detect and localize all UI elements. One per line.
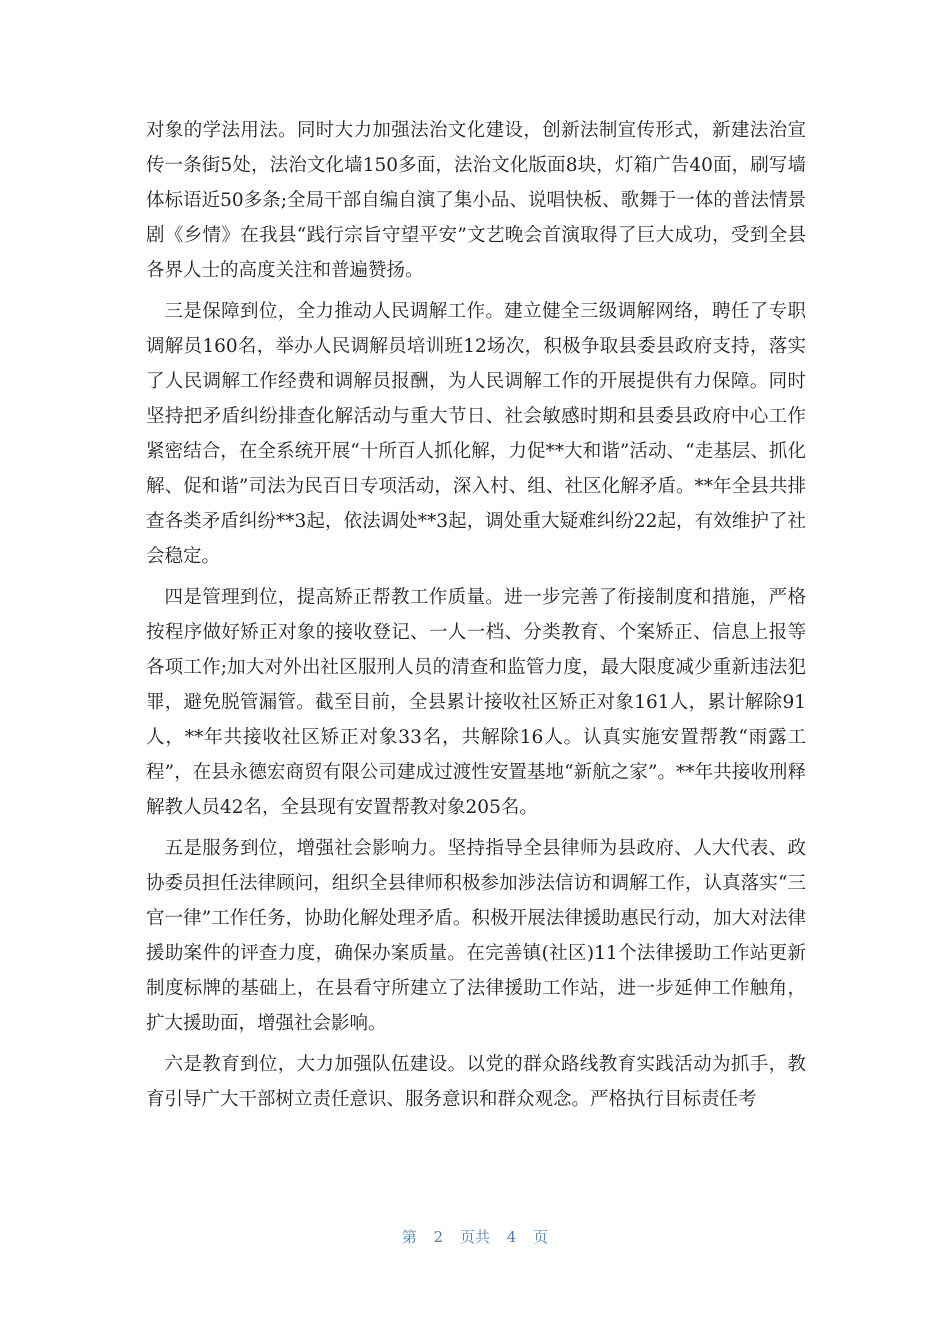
- footer-label-page: 第: [401, 1228, 417, 1246]
- footer-total-pages: 4: [506, 1228, 517, 1246]
- paragraph-correction: 四是管理到位，提高矫正帮教工作质量。进一步完善了衔接制度和措施，严格按程序做好矫正对象的接收登记、一人一档、分类教育、个案矫正、信息上报等各项工作;加大对外出社区服刑人员的清查和监管力度，最大限度减少重新违法犯罪，避免脱管漏管。截至目前，全县累计接收社区矫正对象161人，累计解除91人，**年共接收社区矫正对象33名，共解除16人。认真实施安置帮教“雨露工程”，在县永德宏商贸有限公司建成过渡性安置基地“新航之家”。**年共接收刑释解教人员42名，全县现有安置帮教对象205名。: [146, 587, 806, 818]
- footer-current-page: 2: [433, 1228, 444, 1246]
- footer-label-of: 页共: [459, 1228, 490, 1246]
- paragraph-continuation: 对象的学法用法。同时大力加强法治文化建设，创新法制宣传形式，新建法治宣传一条街5处，法治文化墙150多面，法治文化版面8块，灯箱广告40面，刷写墙体标语近50多条;全局干部自编自演了集小品、说唱快板、歌舞于一体的普法情景剧《乡情》在我县“践行宗旨守望平安”文艺晚会首演取得了巨大成功，受到全县各界人士的高度关注和普遍赞扬。: [146, 120, 806, 281]
- footer-label-page-end: 页: [533, 1228, 549, 1246]
- paragraph-mediation: 三是保障到位，全力推动人民调解工作。建立健全三级调解网络，聘任了专职调解员160名，举办人民调解员培训班12场次，积极争取县委县政府支持，落实了人民调解工作经费和调解员报酬，为人民调解工作的开展提供有力保障。同时坚持把矛盾纠纷排查化解活动与重大节日、社会敏感时期和县委县政府中心工作紧密结合，在全系统开展“十所百人抓化解，力促**大和谐”活动、“走基层、抓化解、促和谐”司法为民百日专项活动，深入村、组、社区化解矛盾。**年全县共排查各类矛盾纠纷**3起，依法调处**3起，调处重大疑难纠纷22起，有效维护了社会稳定。: [146, 301, 806, 567]
- page-footer: [0, 1226, 950, 1247]
- paragraph-service: 五是服务到位，增强社会影响力。坚持指导全县律师为县政府、人大代表、政协委员担任法律顾问，组织全县律师积极参加涉法信访和调解工作，认真落实“三官一律”工作任务，协助化解处理矛盾。积极开展法律援助惠民行动，加大对法律援助案件的评查力度，确保办案质量。在完善镇(社区)11个法律援助工作站更新制度标牌的基础上，在县看守所建立了法律援助工作站，进一步延伸工作触角，扩大援助面，增强社会影响。: [146, 838, 806, 1034]
- document-body: [146, 113, 806, 1123]
- paragraph-education: 六是教育到位，大力加强队伍建设。以党的群众路线教育实践活动为抓手，教育引导广大干部树立责任意识、服务意识和群众观念。严格执行目标责任考: [146, 1054, 806, 1110]
